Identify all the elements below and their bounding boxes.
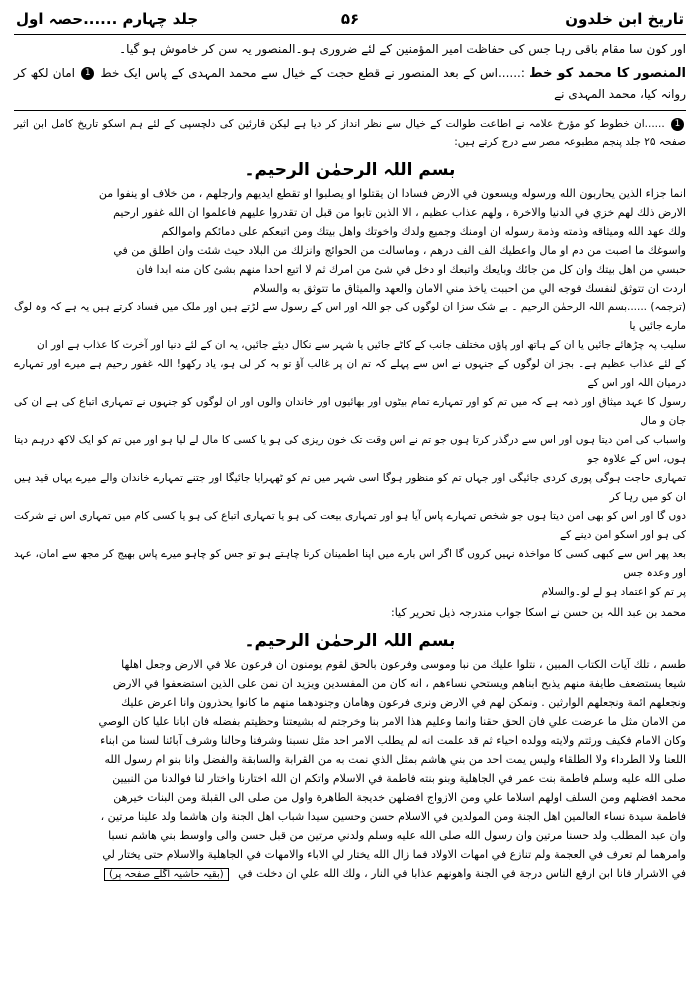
section-text: :......اس کے بعد المنصور نے قطع حجت کے خیال سے محمد المہدی کے پاس ایک خط [100,66,525,80]
footnote-number: 1 [671,118,684,131]
footnote-divider [14,110,686,111]
arabic-line: واسوغك ما اصبت من دم او مال واعطيك الف الف درهم ، وماسالت من الحوائج وانزلك من البلاد حيث شئت وان اطلق من في [113,244,686,257]
arabic-line: ولك عهد الله وميثاقه وذمته وذمة رسوله ان اومنك وجميع ولدك واخوتك واهل بيتك ومن اتبعكم على دمائكم واموالكم [161,225,686,238]
arabic-line: اردت ان تتوثق لنفسك فوجه الي من احببت ياخذ مني الامان والعهد والميثاق ما تتوثق به والسلام [253,282,686,295]
section-text-end: امان لکھ کر روانہ کیا، محمد المہدی نے [14,66,686,101]
urdu-line: بعد پھر اس سے کبھی کسی کا مواخذہ نہیں کروں گا اگر اس بارے میں اپنا اطمینان کرنا چاہتے ہو تو جس کو چاہو میرے پاس بھیج کر مجھ سے امان، عہد اور وعدہ جس [14,548,686,579]
urdu-line: تمہاری حاجت ہوگی پوری کردی جائیگی اور جہاں تم کو منظور ہوگا اسی شہر میں تم کو ٹھہرایا جائیگا اور جتنے تمہارے خاندان والے میرے یہاں قید ہیں ان کو میں رہا کر [14,472,686,503]
footnote-text: ......ان خطوط کو مؤرخ علامہ نے اطاعت طوالت کے خیال سے نظر انداز کر دیا ہے لیکن قارئین کی دلچسپی کے لئے ہم اسکو تاریخ کامل ابن اثیر صفحہ ۲۵ جلد پنجم مطبوعہ مصر سے درج کرتے ہیں: [14,118,686,148]
urdu-line: واسباب کی امن دیتا ہوں اور اس سے درگذر کرتا ہوں جو تم نے اس وقت تک خون ریزی کی ہو یا کسی کا مال لے لیا ہو اور میں تم کو ایک لاکھ درہم دیتا ہوں، اس کے علاوہ جو [14,434,686,465]
arabic-line: محمد افضلهم ومن السلف اولهم اسلاما علي ومن الازواج افضلهن خديجة الطاهرة واول من صلى الى القبلة ومن البنات خيرهن [113,791,686,804]
intro-paragraph: اور کون سا مقام باقی رہا جس کی حفاظت امیر المؤمنین کے لئے ضروری ہو۔المنصور یہ سن کر خاموش ہو گیا۔ [119,42,686,56]
arabic-line: انما جزاء الذين يحاربون الله ورسوله ويسعون في الارض فسادا ان يقتلوا او يصلبوا او تقطع ايديهم وارجلهم ، من خلاف او ينفوا من [98,187,686,200]
urdu-line: کے لئے عذاب عظیم ہے۔ بجز ان لوگوں کے جنہوں نے اس سے پہلے کہ تم ان پر غالب آؤ تو بہ کر لی ہو، یاد رکھو! اللہ غفور رحیم ہے میرے اور تمہارے درمیان اللہ اور اس کے [14,358,686,389]
continued-note: (بقیہ حاشیہ اگلے صفحہ پر) [104,868,229,881]
arabic-line: اللعنا ولا الطرداء ولا الطلقاء وليس يمت احد من بني هاشم بمثل الذي نمت به من القرابة والسابقة والفضل وانا بنو ام رسول الله [104,753,686,766]
page-number: ۵۶ [340,10,360,28]
arabic-line: الارض ذلك لهم خزي في الدنيا والاخرة ، ولهم عذاب عظيم ، الا الذين تابوا من قبل ان تقدروا عليهم فاعلموا ان الله غفور ارحيم [113,206,686,219]
arabic-line: من الامان مثل ما عرضت علي فان الحق حقنا وانما وعليم هذا الامر بنا وخرجتم له بشيعتنا وحظيتم بفضله فان ابانا عليا كان الوصي [98,715,686,728]
urdu-line: پر تم کو اعتماد ہو لے لو۔والسلام [541,586,686,598]
arabic-line: شيعا يستضعف طايفة منهم يذبح ابناهم ويستحي نساءهم ، انه كان من المفسدين ويزيد ان نمن على الذين استضعفوا في الارض [112,677,686,690]
volume-part: جلد چہارم ......حصہ اول [16,10,199,28]
urdu-line: دوں گا اور اس کو بھی امن دیتا ہوں جو شخص تمہارے پاس آیا ہو اور تمہاری بیعت کی ہو یا تمہاری اتباع کی ہو یا کسی کام میں تمہاری اس نے شرکت کی ہو اور اسکو امن دینے کے [14,510,686,541]
reply-arabic [14,655,686,884]
reply-basmala: بسم اللہ الرحمٰن الرحیم۔ [244,631,456,651]
arabic-line: فاطمة سيدة نساء العالمين اهل الجنة ومن المولدين في الاسلام حسن وحسين سيدا شباب اهل الجنة وان هاشما ولد علينا مرتين ، [100,810,686,823]
book-title: تاریخ ابن خلدون [565,10,684,28]
page-header [14,8,686,35]
arabic-line: صلى الله عليه وسلم فاطمة بنت عمر في الجاهلية وبنو بنته فاطمة في الاسلام واتكم ان الله اختارنا واختار لنا فوالدنا من النبيين [112,772,686,785]
footnote-marker: 1 [81,67,94,80]
urdu-line [14,298,686,336]
arabic-line: وان عبد المطلب ولد حسنا مرتين وان رسول الله صلى الله عليه وسلم ولدني مرتين من قبل حسن والى واوسط بني هاشم نسبا [108,829,686,842]
arabic-line [14,864,686,884]
arabic-line: ونجعلهم ائمة ونجعلهم الوارثين . ونمكن لهم في الارض ونرى فرعون وهامان وجنودهما منهم ما كانوا يحذرون وانا اعرض عليك [121,696,686,709]
urdu-line-text: ......بسم اللہ الرحمٰن الرحیم ۔ بے شک سزا ان لوگوں کی جو اللہ اور اس کے رسول سے لڑتے ہیں اور ملک میں فساد کرتے ہیں یہ ہے کہ وہ لوگ مارے جائیں یا [14,301,686,332]
letter1-translation [14,298,686,602]
arabic-line: وامرهما لم تعرف في العجمة ولم تنازع في امهات الاولاد فما زال الله يختار لي الاباء والامهات في الجاهلية والاسلام حتى يختار لي [102,848,686,861]
urdu-line: رسول کا عہد میثاق اور ذمہ ہے کہ میں تم کو اور تمہارے تمام بیٹوں اور بھائیوں اور خاندان والوں اور ان لوگوں کو جنہوں نے تمہاری اتباع کی ہے ان کی جان و مال [14,396,686,427]
letter1-arabic [14,184,686,298]
footnote-paragraph [14,115,686,151]
arabic-line: طسم ، تلك آيات الكتاب المبين ، نتلوا عليك من نبا وموسى وفرعون بالحق لقوم يومنون ان فرعون علا في الارض وجعل اهلها [121,658,686,671]
arabic-line: وكان الامام فكيف ورثتم ولايته وولده احياء ثم قد علمت انه لم يطلب الامر احد مثل نسبنا وشرفنا وحالنا وشرف آبائنا لسنا من ابناء [100,734,686,747]
urdu-line: سلیب پہ چڑھائے جائیں یا ان کے ہاتھ اور پاؤں مختلف جانب کے کاٹے جائیں یا شہر سے نکال دیئے جائیں، یہ ان کے لئے دنیا اور آخرت کا عذاب ہے اور ان [36,339,686,351]
reply-intro: محمد بن عبد اللہ بن حسن نے اسکا جواب مندرجہ ذیل تحریر کیا: [390,606,686,619]
translation-label: (ترجمہ) [650,301,686,313]
arabic-line: حبسي من اهل بيتك وان كل من جائك وبايعك واتبعك او دخل في شئ من امرك ثم لا اتبع احدا منهم بشئ كان منه ابدا فان [136,263,686,276]
arabic-line-text: في الاشرار فانا ابن ارفع الناس درجة في الجنة واهونهم عذابا في النار ، ولك الله علي ان دخلت في [238,867,686,880]
section-title: المنصور کا محمد کو خط [529,66,686,81]
section-paragraph [14,63,686,104]
letter1-basmala: بسم اللہ الرحمٰن الرحیم۔ [244,160,456,180]
